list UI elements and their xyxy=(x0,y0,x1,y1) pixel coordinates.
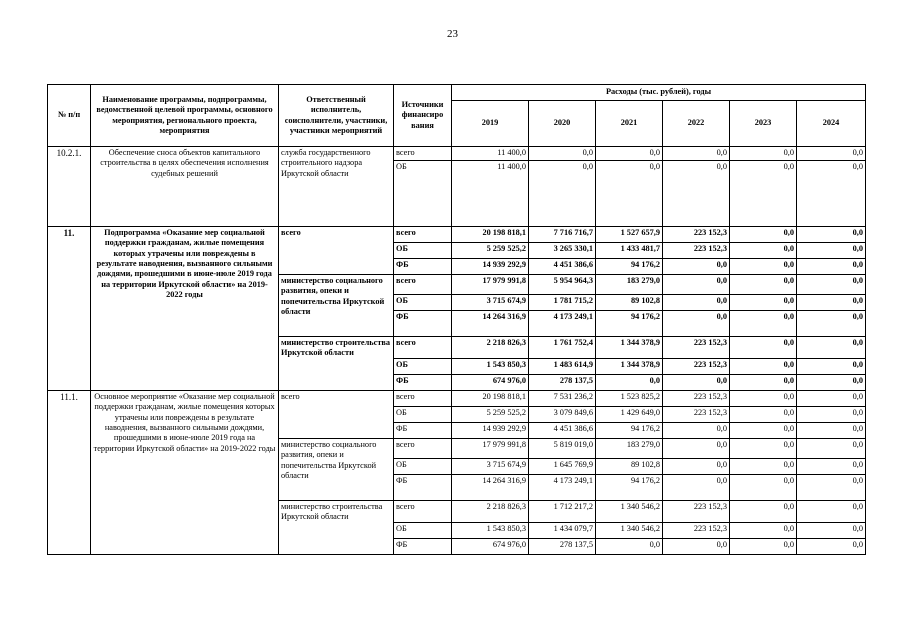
row-value: 4 173 249,1 xyxy=(529,311,596,337)
row-value: 0,0 xyxy=(663,295,730,311)
row-value: 1 429 649,0 xyxy=(596,407,663,423)
header-year: 2024 xyxy=(797,101,866,147)
row-code: 10.2.1. xyxy=(48,147,91,227)
row-value: 0,0 xyxy=(797,147,866,161)
header-source: Источники финансиро вания xyxy=(394,85,452,147)
header-year: 2023 xyxy=(730,101,797,147)
row-value: 5 259 525,2 xyxy=(452,243,529,259)
row-value: 17 979 991,8 xyxy=(452,275,529,295)
row-value: 674 976,0 xyxy=(452,375,529,391)
row-source: ФБ xyxy=(394,423,452,439)
row-source: всего xyxy=(394,227,452,243)
row-value: 1 712 217,2 xyxy=(529,501,596,523)
row-value: 0,0 xyxy=(730,337,797,359)
row-value: 0,0 xyxy=(730,259,797,275)
row-value: 3 079 849,6 xyxy=(529,407,596,423)
row-value: 0,0 xyxy=(730,147,797,161)
row-value: 3 265 330,1 xyxy=(529,243,596,259)
row-value: 0,0 xyxy=(797,259,866,275)
row-value: 1 344 378,9 xyxy=(596,337,663,359)
row-value: 1 483 614,9 xyxy=(529,359,596,375)
row-value: 94 176,2 xyxy=(596,311,663,337)
row-value: 0,0 xyxy=(797,359,866,375)
row-value: 1 434 079,7 xyxy=(529,523,596,539)
row-value: 278 137,5 xyxy=(529,375,596,391)
row-value: 0,0 xyxy=(529,147,596,161)
row-code: 11.1. xyxy=(48,391,91,555)
row-value: 0,0 xyxy=(797,295,866,311)
row-value: 1 340 546,2 xyxy=(596,523,663,539)
row-value: 14 939 292,9 xyxy=(452,423,529,439)
row-value: 0,0 xyxy=(663,539,730,555)
row-value: 0,0 xyxy=(529,161,596,227)
row-source: всего xyxy=(394,391,452,407)
table-row xyxy=(48,391,866,407)
row-name: Подпрограмма «Оказание мер социальной поддержки гражданам, жилые помещения которых утрачены или повреждены в результате наводнения, вызванного сильными дождями, прошедшими в июне-июле 2019 года на территории Иркутской области» на 2019-2022 годы xyxy=(91,227,279,391)
row-value: 0,0 xyxy=(730,359,797,375)
row-value: 11 400,0 xyxy=(452,147,529,161)
row-value: 223 152,3 xyxy=(663,407,730,423)
row-value: 0,0 xyxy=(730,295,797,311)
row-value: 0,0 xyxy=(663,423,730,439)
row-value: 4 173 249,1 xyxy=(529,475,596,501)
row-value: 0,0 xyxy=(797,475,866,501)
row-value: 0,0 xyxy=(663,147,730,161)
row-value: 0,0 xyxy=(596,161,663,227)
row-source: ОБ xyxy=(394,459,452,475)
row-name: Основное мероприятие «Оказание мер социальной поддержки гражданам, жилые помещения которых утрачены или повреждены в результате наводнения, вызванного сильными дождями, прошедшими в июне-июле 2019 года на территории Иркутской области» на 2019-2022 годы xyxy=(91,391,279,555)
row-value: 89 102,8 xyxy=(596,459,663,475)
row-value: 0,0 xyxy=(730,539,797,555)
row-value: 0,0 xyxy=(730,407,797,423)
header-executor: Ответственный исполнитель, соисполнители, участники, участники мероприятий xyxy=(279,85,394,147)
row-value: 223 152,3 xyxy=(663,523,730,539)
row-value: 0,0 xyxy=(797,523,866,539)
row-value: 0,0 xyxy=(730,423,797,439)
row-value: 0,0 xyxy=(730,501,797,523)
row-value: 1 761 752,4 xyxy=(529,337,596,359)
row-source: ФБ xyxy=(394,311,452,337)
row-value: 4 451 386,6 xyxy=(529,259,596,275)
row-value: 0,0 xyxy=(663,459,730,475)
row-value: 0,0 xyxy=(663,259,730,275)
row-value: 5 954 964,3 xyxy=(529,275,596,295)
row-source: ОБ xyxy=(394,359,452,375)
row-value: 14 264 316,9 xyxy=(452,311,529,337)
row-value: 0,0 xyxy=(730,243,797,259)
row-source: всего xyxy=(394,501,452,523)
table-header xyxy=(48,85,866,147)
row-source: ОБ xyxy=(394,295,452,311)
row-source: всего xyxy=(394,147,452,161)
row-value: 0,0 xyxy=(663,161,730,227)
row-executor: служба государственного строительного надзора Иркутской области xyxy=(279,147,394,227)
row-value: 0,0 xyxy=(663,375,730,391)
row-value: 0,0 xyxy=(730,311,797,337)
row-value: 3 715 674,9 xyxy=(452,295,529,311)
row-source: ФБ xyxy=(394,375,452,391)
budget-table xyxy=(47,84,866,555)
row-value: 0,0 xyxy=(797,337,866,359)
row-source: ОБ xyxy=(394,407,452,423)
row-value: 1 344 378,9 xyxy=(596,359,663,375)
row-value: 183 279,0 xyxy=(596,275,663,295)
row-name: Обеспечение сноса объектов капитального строительства в целях обеспечения исполнения судебных решений xyxy=(91,147,279,227)
header-num: № п/п xyxy=(48,85,91,147)
row-value: 0,0 xyxy=(797,243,866,259)
row-value: 7 716 716,7 xyxy=(529,227,596,243)
row-value: 5 259 525,2 xyxy=(452,407,529,423)
row-value: 0,0 xyxy=(797,423,866,439)
table-row xyxy=(48,227,866,243)
row-value: 94 176,2 xyxy=(596,475,663,501)
row-value: 183 279,0 xyxy=(596,439,663,459)
row-value: 14 939 292,9 xyxy=(452,259,529,275)
header-year: 2021 xyxy=(596,101,663,147)
row-executor: всего xyxy=(279,227,394,275)
row-value: 0,0 xyxy=(663,475,730,501)
row-value: 0,0 xyxy=(730,439,797,459)
row-value: 14 264 316,9 xyxy=(452,475,529,501)
row-value: 0,0 xyxy=(797,161,866,227)
row-value: 94 176,2 xyxy=(596,423,663,439)
row-value: 7 531 236,2 xyxy=(529,391,596,407)
row-source: ОБ xyxy=(394,161,452,227)
row-value: 94 176,2 xyxy=(596,259,663,275)
row-value: 0,0 xyxy=(797,407,866,423)
row-value: 0,0 xyxy=(596,539,663,555)
row-value: 11 400,0 xyxy=(452,161,529,227)
row-source: ФБ xyxy=(394,539,452,555)
row-code: 11. xyxy=(48,227,91,391)
row-executor: министерство социального развития, опеки и попечительства Иркутской области xyxy=(279,275,394,337)
header-year: 2022 xyxy=(663,101,730,147)
row-value: 0,0 xyxy=(663,311,730,337)
row-value: 0,0 xyxy=(596,375,663,391)
row-source: ОБ xyxy=(394,523,452,539)
row-value: 223 152,3 xyxy=(663,227,730,243)
table-row xyxy=(48,147,866,161)
row-value: 0,0 xyxy=(730,275,797,295)
row-value: 0,0 xyxy=(730,523,797,539)
row-value: 278 137,5 xyxy=(529,539,596,555)
row-value: 3 715 674,9 xyxy=(452,459,529,475)
row-executor: министерство строительства Иркутской области xyxy=(279,501,394,555)
row-source: всего xyxy=(394,275,452,295)
row-value: 1 543 850,3 xyxy=(452,523,529,539)
header-expenses: Расходы (тыс. рублей), годы xyxy=(452,85,866,101)
row-value: 0,0 xyxy=(797,501,866,523)
row-value: 674 976,0 xyxy=(452,539,529,555)
row-value: 1 527 657,9 xyxy=(596,227,663,243)
row-value: 0,0 xyxy=(797,439,866,459)
row-value: 0,0 xyxy=(797,539,866,555)
row-value: 0,0 xyxy=(730,161,797,227)
row-value: 0,0 xyxy=(596,147,663,161)
row-source: всего xyxy=(394,337,452,359)
row-value: 0,0 xyxy=(730,227,797,243)
row-value: 20 198 818,1 xyxy=(452,227,529,243)
row-source: ФБ xyxy=(394,475,452,501)
row-value: 17 979 991,8 xyxy=(452,439,529,459)
row-value: 0,0 xyxy=(797,275,866,295)
row-value: 0,0 xyxy=(730,375,797,391)
row-value: 0,0 xyxy=(797,311,866,337)
header-name: Наименование программы, подпрограммы, ведомственной целевой программы, основного мероприятия, регионального проекта, мероприятия xyxy=(91,85,279,147)
row-value: 0,0 xyxy=(730,475,797,501)
row-value: 223 152,3 xyxy=(663,391,730,407)
row-value: 1 781 715,2 xyxy=(529,295,596,311)
row-value: 0,0 xyxy=(797,227,866,243)
row-value: 5 819 019,0 xyxy=(529,439,596,459)
row-value: 0,0 xyxy=(663,275,730,295)
row-source: ФБ xyxy=(394,259,452,275)
row-executor: всего xyxy=(279,391,394,439)
row-source: ОБ xyxy=(394,243,452,259)
row-value: 1 523 825,2 xyxy=(596,391,663,407)
row-value: 223 152,3 xyxy=(663,243,730,259)
row-value: 223 152,3 xyxy=(663,337,730,359)
row-value: 223 152,3 xyxy=(663,501,730,523)
header-year: 2020 xyxy=(529,101,596,147)
row-value: 1 543 850,3 xyxy=(452,359,529,375)
row-executor: министерство социального развития, опеки и попечительства Иркутской области xyxy=(279,439,394,501)
row-value: 0,0 xyxy=(797,459,866,475)
row-value: 89 102,8 xyxy=(596,295,663,311)
header-year: 2019 xyxy=(452,101,529,147)
row-value: 1 433 481,7 xyxy=(596,243,663,259)
row-value: 0,0 xyxy=(730,391,797,407)
row-value: 0,0 xyxy=(663,439,730,459)
row-value: 0,0 xyxy=(797,375,866,391)
row-source: всего xyxy=(394,439,452,459)
row-value: 20 198 818,1 xyxy=(452,391,529,407)
row-executor: министерство строительства Иркутской области xyxy=(279,337,394,391)
row-value: 2 218 826,3 xyxy=(452,337,529,359)
row-value: 4 451 386,6 xyxy=(529,423,596,439)
page-number: 23 xyxy=(447,28,458,40)
row-value: 0,0 xyxy=(797,391,866,407)
table-body xyxy=(48,147,866,555)
row-value: 1 645 769,9 xyxy=(529,459,596,475)
row-value: 0,0 xyxy=(730,459,797,475)
row-value: 2 218 826,3 xyxy=(452,501,529,523)
row-value: 223 152,3 xyxy=(663,359,730,375)
row-value: 1 340 546,2 xyxy=(596,501,663,523)
